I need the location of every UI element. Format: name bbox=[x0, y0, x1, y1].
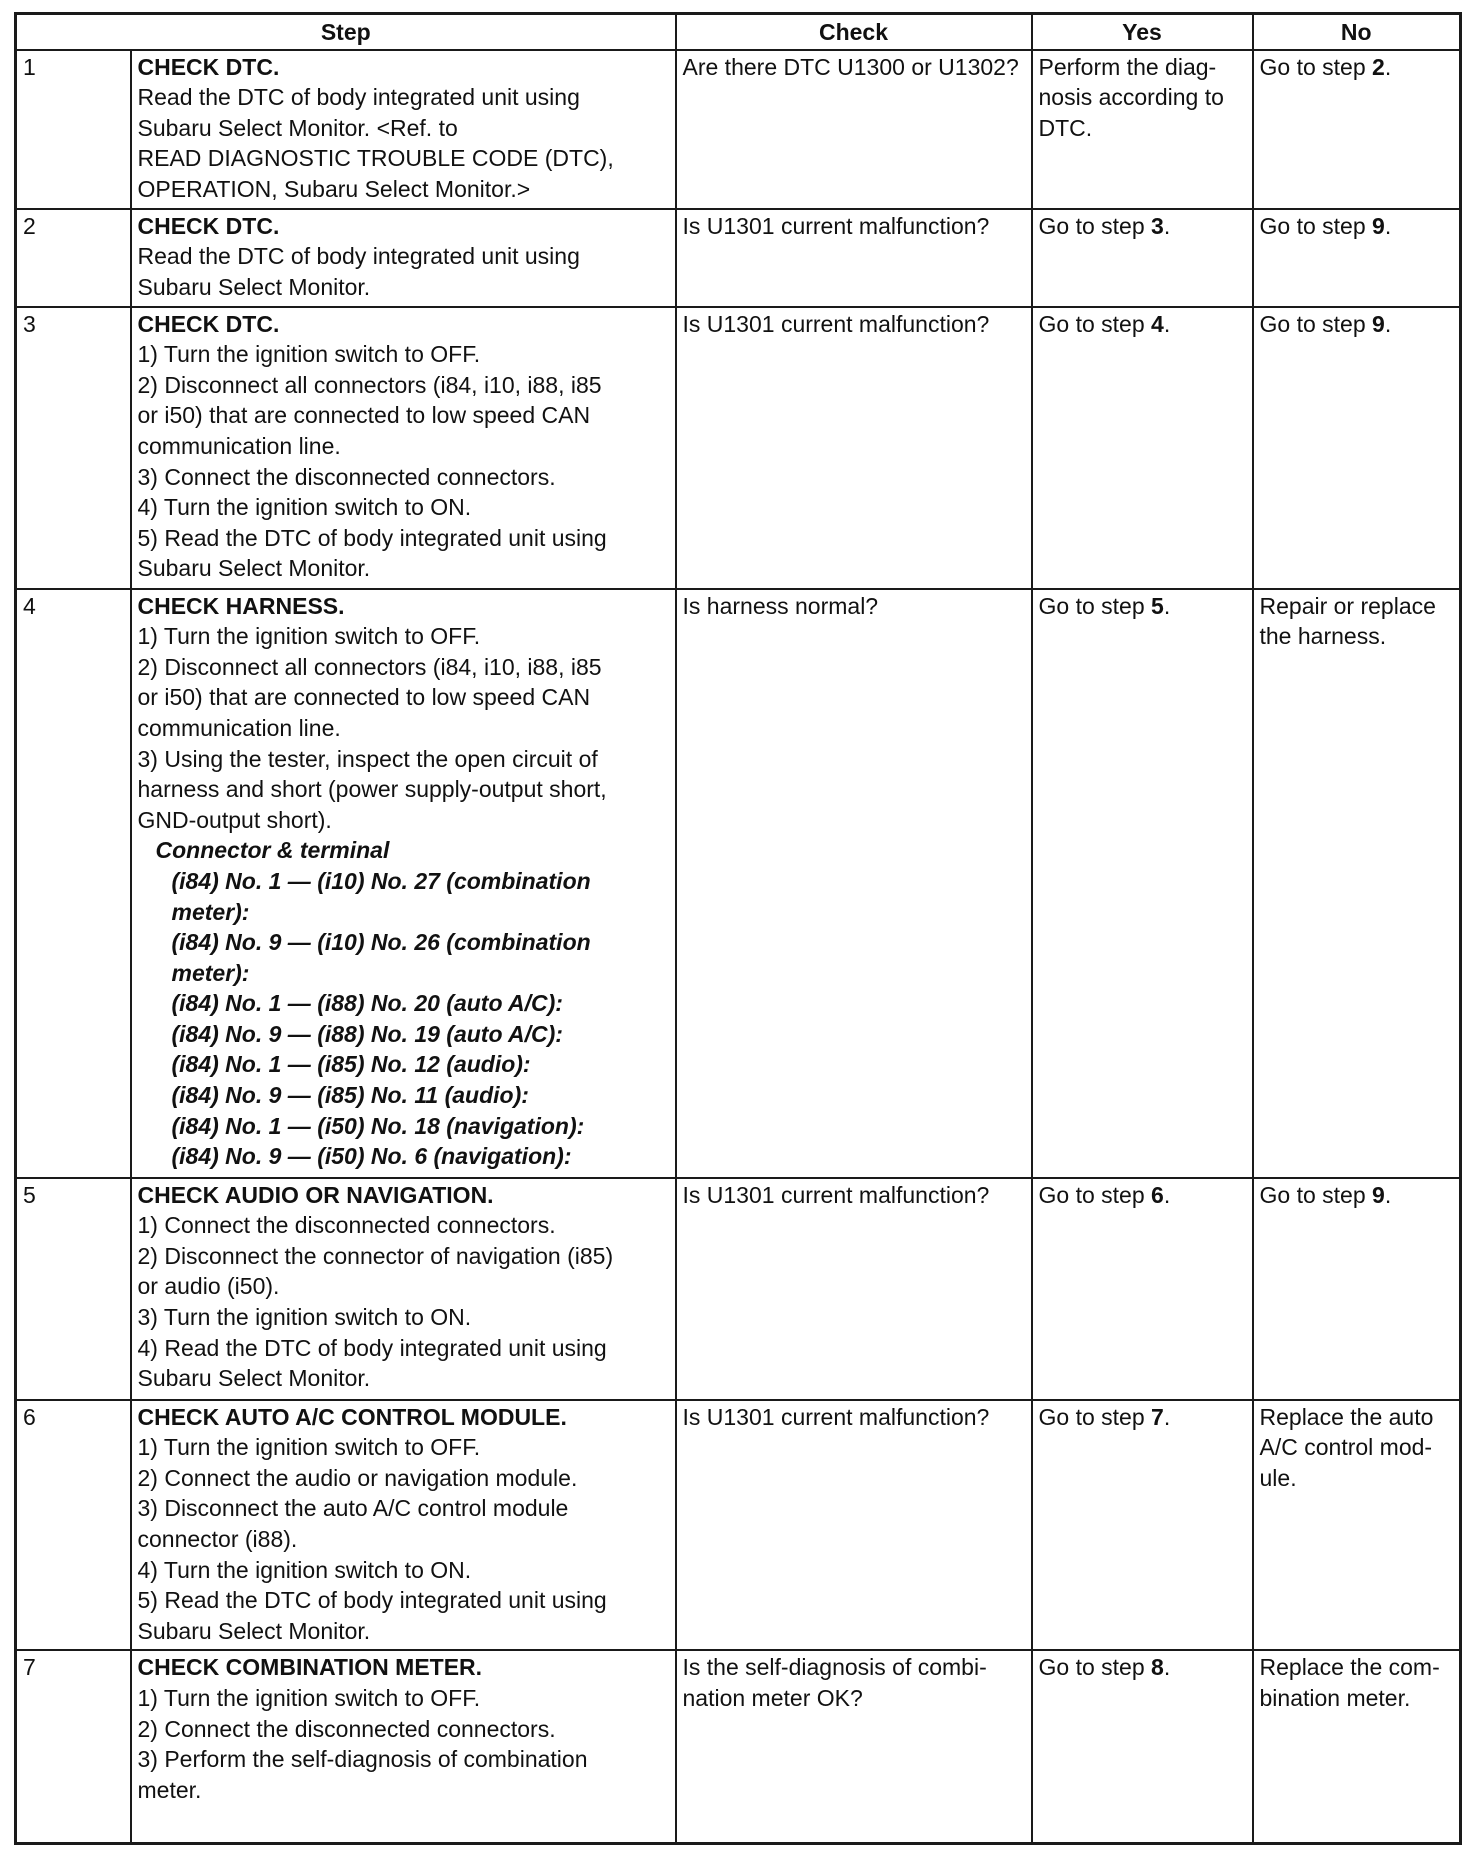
step-instruction-line: GND-output short). bbox=[137, 806, 332, 833]
yes-action: Perform the diag-nosis according to DTC. bbox=[1032, 50, 1253, 209]
no-action-punct: . bbox=[1384, 53, 1392, 80]
yes-action-text: Go to step bbox=[1038, 1654, 1152, 1681]
step-title: CHECK DTC. bbox=[137, 212, 280, 239]
yes-action-punct: . bbox=[1163, 592, 1171, 619]
yes-action bbox=[1032, 307, 1253, 589]
step-description bbox=[131, 1178, 676, 1400]
table-row bbox=[16, 50, 1461, 209]
connector-terminal-line: (i84) No. 9 — (i10) No. 26 (combination bbox=[171, 929, 591, 956]
no-action-text: Go to step bbox=[1259, 1181, 1373, 1208]
yes-action-punct: . bbox=[1163, 212, 1171, 239]
connector-terminal-line: (i84) No. 9 — (i85) No. 11 (audio): bbox=[171, 1082, 529, 1109]
yes-action bbox=[1032, 1178, 1253, 1400]
no-action bbox=[1253, 1178, 1461, 1400]
yes-action-text: Go to step bbox=[1038, 1181, 1152, 1208]
no-action: Replace the com-bination meter. bbox=[1253, 1650, 1461, 1844]
no-action-punct: . bbox=[1384, 212, 1392, 239]
table-row bbox=[16, 209, 1461, 307]
step-instruction-line: 3) Using the tester, inspect the open circuit of bbox=[137, 745, 598, 772]
header-check: Check bbox=[676, 14, 1032, 50]
step-description bbox=[131, 1650, 676, 1844]
step-instruction-line: or i50) that are connected to low speed CAN bbox=[137, 402, 591, 429]
step-number: 3 bbox=[16, 307, 131, 589]
table-header-row bbox=[16, 14, 1461, 50]
check-question: Is U1301 current malfunction? bbox=[676, 1400, 1032, 1651]
yes-action-text: Go to step bbox=[1038, 592, 1152, 619]
step-instruction-line: 4) Turn the ignition switch to ON. bbox=[137, 494, 472, 521]
no-action-text: Go to step bbox=[1259, 212, 1373, 239]
step-instruction-line: 5) Read the DTC of body integrated unit using bbox=[137, 1587, 607, 1614]
check-question: Are there DTC U1300 or U1302? bbox=[676, 50, 1032, 209]
step-instruction-line: 2) Connect the disconnected connectors. bbox=[137, 1715, 556, 1742]
step-instruction-line: Subaru Select Monitor. <Ref. to bbox=[137, 114, 458, 141]
step-instruction-line: Subaru Select Monitor. bbox=[137, 273, 371, 300]
step-instruction-line: 3) Turn the ignition switch to ON. bbox=[137, 1303, 472, 1330]
step-instruction-line: 2) Disconnect all connectors (i84, i10, i88, i85 bbox=[137, 371, 602, 398]
yes-action bbox=[1032, 1650, 1253, 1844]
step-instruction-line: or i50) that are connected to low speed CAN bbox=[137, 684, 591, 711]
yes-action bbox=[1032, 589, 1253, 1178]
step-instruction-line: 3) Disconnect the auto A/C control module bbox=[137, 1495, 569, 1522]
no-action-text: Go to step bbox=[1259, 53, 1373, 80]
diagnostic-procedure-table bbox=[14, 12, 1462, 1845]
yes-action-step-number: 7 bbox=[1151, 1403, 1164, 1430]
step-number: 1 bbox=[16, 50, 131, 209]
step-instruction-line: Read the DTC of body integrated unit using bbox=[137, 243, 580, 270]
no-action bbox=[1253, 50, 1461, 209]
no-action-punct: . bbox=[1384, 310, 1392, 337]
step-number: 2 bbox=[16, 209, 131, 307]
step-title: CHECK AUTO A/C CONTROL MODULE. bbox=[137, 1403, 567, 1430]
no-action-step-number: 2 bbox=[1372, 53, 1385, 80]
step-instruction-line: 2) Disconnect the connector of navigation (i85) bbox=[137, 1242, 614, 1269]
step-number: 4 bbox=[16, 589, 131, 1178]
step-instruction-line: 1) Turn the ignition switch to OFF. bbox=[137, 623, 481, 650]
yes-action-text: Go to step bbox=[1038, 1403, 1152, 1430]
check-question: Is U1301 current malfunction? bbox=[676, 209, 1032, 307]
step-instruction-line: 4) Turn the ignition switch to ON. bbox=[137, 1556, 472, 1583]
step-title: CHECK HARNESS. bbox=[137, 592, 345, 619]
no-action-step-number: 9 bbox=[1372, 1181, 1385, 1208]
step-instruction-line: communication line. bbox=[137, 432, 341, 459]
yes-action-punct: . bbox=[1163, 1654, 1171, 1681]
step-number: 6 bbox=[16, 1400, 131, 1651]
step-number: 7 bbox=[16, 1650, 131, 1844]
step-title: CHECK AUDIO OR NAVIGATION. bbox=[137, 1181, 494, 1208]
step-description bbox=[131, 307, 676, 589]
step-instruction-line: harness and short (power supply-output short, bbox=[137, 776, 607, 803]
no-action bbox=[1253, 307, 1461, 589]
connector-terminal-line: (i84) No. 1 — (i85) No. 12 (audio): bbox=[171, 1051, 531, 1078]
step-instruction-line: READ DIAGNOSTIC TROUBLE CODE (DTC), bbox=[137, 145, 614, 172]
yes-action-text: Go to step bbox=[1038, 212, 1152, 239]
connector-terminal-line: meter): bbox=[171, 959, 250, 986]
step-instruction-line: 3) Connect the disconnected connectors. bbox=[137, 463, 556, 490]
no-action-punct: . bbox=[1384, 1181, 1392, 1208]
check-question: Is harness normal? bbox=[676, 589, 1032, 1178]
yes-action-step-number: 6 bbox=[1151, 1181, 1164, 1208]
no-action: Replace the auto A/C control mod-ule. bbox=[1253, 1400, 1461, 1651]
yes-action bbox=[1032, 209, 1253, 307]
no-action: Repair or replace the harness. bbox=[1253, 589, 1461, 1178]
no-action-step-number: 9 bbox=[1372, 310, 1385, 337]
step-instruction-line: 1) Connect the disconnected connectors. bbox=[137, 1212, 556, 1239]
step-instruction-line: 4) Read the DTC of body integrated unit using bbox=[137, 1334, 607, 1361]
header-yes: Yes bbox=[1032, 14, 1253, 50]
step-instruction-line: 3) Perform the self-diagnosis of combination bbox=[137, 1746, 588, 1773]
step-instruction-line: 5) Read the DTC of body integrated unit using bbox=[137, 524, 607, 551]
header-no: No bbox=[1253, 14, 1461, 50]
yes-action-punct: . bbox=[1163, 310, 1171, 337]
connector-terminal-line: (i84) No. 1 — (i10) No. 27 (combination bbox=[171, 867, 591, 894]
header-step: Step bbox=[16, 14, 676, 50]
yes-action-punct: . bbox=[1163, 1403, 1171, 1430]
check-question: Is U1301 current malfunction? bbox=[676, 307, 1032, 589]
step-instruction-line: or audio (i50). bbox=[137, 1273, 280, 1300]
step-instruction-line: meter. bbox=[137, 1776, 202, 1803]
yes-action-punct: . bbox=[1163, 1181, 1171, 1208]
step-number: 5 bbox=[16, 1178, 131, 1400]
connector-terminal-title: Connector & terminal bbox=[155, 837, 390, 864]
yes-action bbox=[1032, 1400, 1253, 1651]
step-description bbox=[131, 1400, 676, 1651]
step-instruction-line: 2) Disconnect all connectors (i84, i10, i88, i85 bbox=[137, 653, 602, 680]
table-row bbox=[16, 1650, 1461, 1844]
step-instruction-line: communication line. bbox=[137, 714, 341, 741]
step-instruction-line: connector (i88). bbox=[137, 1525, 298, 1552]
step-instruction-line: 1) Turn the ignition switch to OFF. bbox=[137, 341, 481, 368]
step-title: CHECK DTC. bbox=[137, 53, 280, 80]
yes-action-step-number: 3 bbox=[1151, 212, 1164, 239]
yes-action-step-number: 8 bbox=[1151, 1654, 1164, 1681]
table-row bbox=[16, 307, 1461, 589]
connector-terminal-line: (i84) No. 9 — (i88) No. 19 (auto A/C): bbox=[171, 1020, 563, 1047]
check-question: Is the self-diagnosis of combi-nation meter OK? bbox=[676, 1650, 1032, 1844]
connector-terminal-line: meter): bbox=[171, 898, 250, 925]
step-instruction-line: Subaru Select Monitor. bbox=[137, 555, 371, 582]
no-action bbox=[1253, 209, 1461, 307]
connector-terminal-line: (i84) No. 1 — (i50) No. 18 (navigation): bbox=[171, 1112, 585, 1139]
table-row bbox=[16, 1178, 1461, 1400]
step-title: CHECK DTC. bbox=[137, 310, 280, 337]
step-instruction-line: Read the DTC of body integrated unit using bbox=[137, 84, 580, 111]
step-instruction-line: Subaru Select Monitor. bbox=[137, 1365, 371, 1392]
step-instruction-line: 2) Connect the audio or navigation module. bbox=[137, 1464, 578, 1491]
no-action-step-number: 9 bbox=[1372, 212, 1385, 239]
check-question: Is U1301 current malfunction? bbox=[676, 1178, 1032, 1400]
yes-action-text: Go to step bbox=[1038, 310, 1152, 337]
step-instruction-line: OPERATION, Subaru Select Monitor.> bbox=[137, 175, 531, 202]
table-row bbox=[16, 1400, 1461, 1651]
connector-terminal-line: (i84) No. 9 — (i50) No. 6 (navigation): bbox=[171, 1143, 572, 1170]
yes-action-step-number: 4 bbox=[1151, 310, 1164, 337]
no-action-text: Go to step bbox=[1259, 310, 1373, 337]
step-instruction-line: 1) Turn the ignition switch to OFF. bbox=[137, 1434, 481, 1461]
step-instruction-line: Subaru Select Monitor. bbox=[137, 1617, 371, 1644]
step-description bbox=[131, 589, 676, 1178]
step-title: CHECK COMBINATION METER. bbox=[137, 1654, 483, 1681]
step-description bbox=[131, 50, 676, 209]
yes-action-step-number: 5 bbox=[1151, 592, 1164, 619]
table-body bbox=[16, 50, 1461, 1844]
table-row bbox=[16, 589, 1461, 1178]
step-description bbox=[131, 209, 676, 307]
connector-terminal-line: (i84) No. 1 — (i88) No. 20 (auto A/C): bbox=[171, 990, 563, 1017]
step-instruction-line: 1) Turn the ignition switch to OFF. bbox=[137, 1684, 481, 1711]
